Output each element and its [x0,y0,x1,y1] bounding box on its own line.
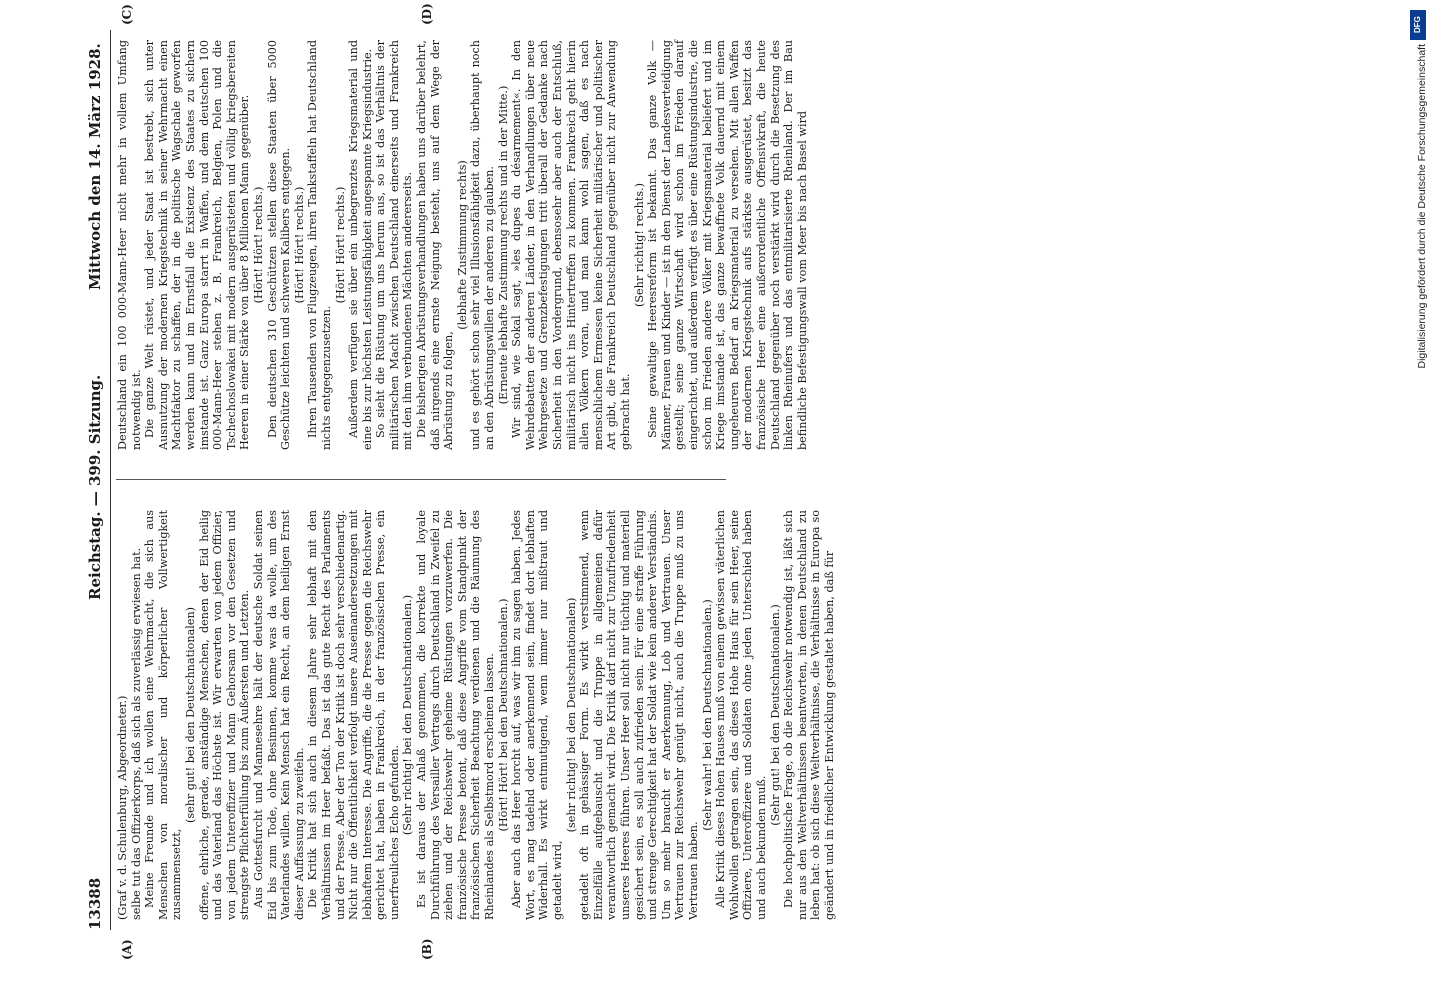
speaker-line: (Graf v. d. Schulenburg, Abgeordneter.) [116,695,129,920]
interjection: (Hört! Hört! bei den Deutschnationalen.) [496,598,510,832]
paragraph: So sieht die Rüstung um uns herum aus, so ist das Verhältnis der militärischen Macht zwischen Deutschland einerseits und Frankreich mit den ihm verbundenen Mächten andererseits. [374,40,415,450]
margin-marker-a: (A) [120,939,134,960]
paragraph: Die ganze Welt rüstet, und jeder Staat ist bestrebt, sich unter Ausnutzung der modernen Kriegstechnik in seiner Wehrmacht einen Machtfaktor zu schaffen, der in die politische Wagschale geworfen werden kann und im Ernstfall die Existenz des Staates zu sichern imstande ist. Ganz Europa starrt in Waffen, und dem deutschen 100 000-Mann-Heer stehen z. B. Frankreich, Belgien, Polen und die Tschechoslowakei mit modern ausgerüsteten und völlig kriegsbereiten Heeren in einer Stärke von über 8 Millionen Mann gegenüber. [143,40,252,450]
paragraph: Außerdem verfügen sie über ein unbegrenztes Kriegsmaterial und eine bis zur höchsten Leistungsfähigkeit angespannte Kriegsindustrie. [347,40,374,450]
interjection: (Hört! Hört! rechts.) [292,186,306,304]
interjection: (sehr richtig! bei den Deutschnationalen) [564,597,578,833]
page-number: 13388 [86,877,104,930]
paragraph: Aber auch das Heer horcht auf, was wir ihm zu sagen haben. Jedes Wort, es mag tadelnd oder anerkennend sein, findet dort lebhaften Widerhall. Es wirkt entmutigend, wenn immer nur mißtraut und getadelt wird, [510,510,564,920]
paragraph: Aus Gottesfurcht und Mannesehre hält der deutsche Soldat seinen Eid bis zum Tode, ohne Besinnen, komme was da wolle, um des Vaterlandes willen. Kein Mensch hat ein Recht, an dem heiligen Ernst dieser Auffassung zu zweifeln. [251,510,306,920]
paragraph: Es ist daraus der Anlaß genommen, die korrekte und loyale Durchführung des Versailler Vertrags durch Deutschland in Zweifel zu ziehen und der Reichswehr geheime Rüstungen vorzuwerfen. Die französische Presse betont, daß diese Angriffe vom Standpunkt der französischen Sicherheit Beachtung verdienen und die Räumung des Rheinlandes als Selbstmord erscheinen lassen. [415,510,497,920]
paragraph: Seine gewaltige Heeresreform ist bekannt. Das ganze Volk — Männer, Frauen und Kinder — ist in den Dienst der Landesverteidigung gestellt; seine ganze Wirtschaft wird schon im Frieden darauf eingerichtet, und außerdem verfügt es über eine Rüstungsindustrie, die schon im Frieden andere Völker mit Kriegsmaterial beliefert und im Kriege imstande ist, das ganze bewaffnete Volk dauernd mit einem ungeheuren Bedarf an Kriegsmaterial zu versehen. Mit allen Waffen der modernen Kriegstechnik aufs stärkste ausgerüstet, besitzt das französische Heer eine außerordentliche Offensivkraft, die heute Deutschland gegenüber noch verstärkt wird durch die Besetzung des linken Rheinufers und das entmilitarisierte Rheinland. Der im Bau befindliche Befestigungswall vom Meer bis nach Basel wird [646,40,809,450]
paragraph: Den deutschen 310 Geschützen stellen diese Staaten über 5000 Geschütze leichten und schweren Kalibers entgegen. [265,40,293,450]
paragraph: Ihren Tausenden von Flugzeugen, ihren Tankstaffeln hat Deutschland nichts entgegenzusetzen. [306,40,333,450]
paragraph: und es gehört schon sehr viel Illusionsfähigkeit dazu, überhaupt noch an den Abrüstungswillen der anderen zu glauben. [469,40,497,450]
paragraph: Die Kritik hat sich auch in diesem Jahre sehr lebhaft mit den Verhältnissen im Heer befaßt. Das ist das gute Recht des Parlaments und der Presse. Aber der Ton der Kritik ist doch sehr verschiedenartig. Nicht nur die Öffentlichkeit verfolgt unsere Auseinandersetzungen mit lebhaftem Interesse. Die Angriffe, die die Presse gegen die Reichswehr gerichtet hat, haben in Frankreich, in der französischen Presse, ein unerfreuliches Echo gefunden. [306,510,401,920]
margin-marker-d: (D) [420,3,434,25]
column-divider [116,479,726,480]
paragraph: Alle Kritik dieses Hohen Hauses muß von einem gewissen väterlichen Wohlwollen getragen sein, das dieses Hohe Haus für sein Heer, seine Offiziere, Unteroffiziere und Soldaten ohne jeden Unterschied haben und auch bekunden muß. [714,510,768,920]
session-title: Reichstag. — 399. Sitzung. [86,374,104,600]
paragraph: Die bisherigen Abrüstungsverhandlungen haben uns darüber belehrt, daß nirgends eine ernste Neigung besteht, uns auf dem Wege der Abrüstung zu folgen, [415,40,456,450]
paragraph: Meine Freunde und ich wollen eine Wehrmacht, die sich aus Menschen von moralischer und körperlicher Vollwertigkeit zusammensetzt, [143,510,184,920]
paragraph: offene, ehrliche, gerade, anständige Menschen, denen der Eid heilig und das Vaterland das Höchste ist. Wir erwarten von jedem Offizier, von jedem Unteroffizier und Mann Gehorsam vor den Gesetzen und strengste Pflichterfüllung bis zum Äußersten und Letzten. [197,510,252,920]
session-date: Mittwoch den 14. März 1928. [86,43,104,290]
interjection: (Sehr richtig! rechts.) [632,182,646,308]
interjection: (Hört! Hört! rechts.) [333,186,347,304]
paragraph: Deutschland ein 100 000-Mann-Heer nicht mehr in vollem Umfang notwendig ist. [116,40,143,450]
margin-marker-b: (B) [420,938,434,960]
paragraph: getadelt oft in gehässiger Form. Es wirkt verstimmend, wenn Einzelfälle aufgebauscht und die Truppe in allgemeinen dafür verantwortlich gemacht wird. Die Kritik darf nicht zur Unzufriedenheit unseres Heeres führen. Unser Heer soll nicht nur tüchtig und materiell gesichert sein, es soll auch zufrieden sein. Für eine straffe Führung und strenge Gerechtigkeit hat der Soldat wie kein anderer Verständnis. Um so mehr braucht er Anerkennung, Lob und Vertrauen. Unser Vertrauen zur Reichswehr genügt nicht, auch die Truppe muß zu uns Vertrauen haben. [578,510,700,920]
interjection: (Sehr gut! bei den Deutschnationalen.) [768,604,782,826]
paragraph: selbe tut das Offizierkorps, daß sich als zuverlässig erwiesen hat. [129,547,143,920]
paragraph: Wir sind, wie Sokal sagt, »les dupes du désarmement«. In den Wehrdebatten der anderen Länder, in den Verhandlungen über neue Wehrgesetze und Grenzbefestigungen tritt überall der Gedanke nach Sicherheit in den Vordergrund, ebensosehr aber auch der Entschluß, militärisch nicht ins Hintertreffen zu kommen. Frankreich geht hierin allen Völkern voran, und man kann wohl sagen, daß es nach menschlichem Ermessen keine Sicherheit militärischer und politischer Art gibt, die Frankreich Deutschland gegenüber nicht zur Anwendung gebracht hat. [510,40,632,450]
interjection: (Sehr wahr! bei den Deutschnationalen.) [700,599,714,831]
interjection: (Hört! Hört! rechts.) [251,186,265,304]
page-header [80,30,111,930]
interjection: (sehr gut! bei den Deutschnationalen) [183,606,197,824]
interjection: (Erneute lebhafte Zustimmung rechts und in der Mitte.) [496,85,510,405]
digitization-credit: Digitalisierung gefördert durch die Deutsche Forschungsgemeinschaft [1416,44,1428,369]
rotated-page [80,3,836,960]
paragraph: Die hochpolitische Frage, ob die Reichswehr notwendig ist, läßt sich nur aus den Weltverhältnissen beantworten, in denen Deutschland zu leben hat: ob sich diese Weltverhältnisse, die Verhältnisse in Europa so geändert und in friedlicher Entwicklung gestaltet haben, daß für [782,510,836,920]
dfg-logo: DFG [1410,10,1426,40]
interjection: (Sehr richtig! bei den Deutschnationalen.) [401,594,415,836]
left-column [116,510,836,920]
margin-marker-c: (C) [120,4,134,25]
right-column [116,40,809,450]
interjection: (lebhafte Zustimmung rechts) [455,160,469,330]
